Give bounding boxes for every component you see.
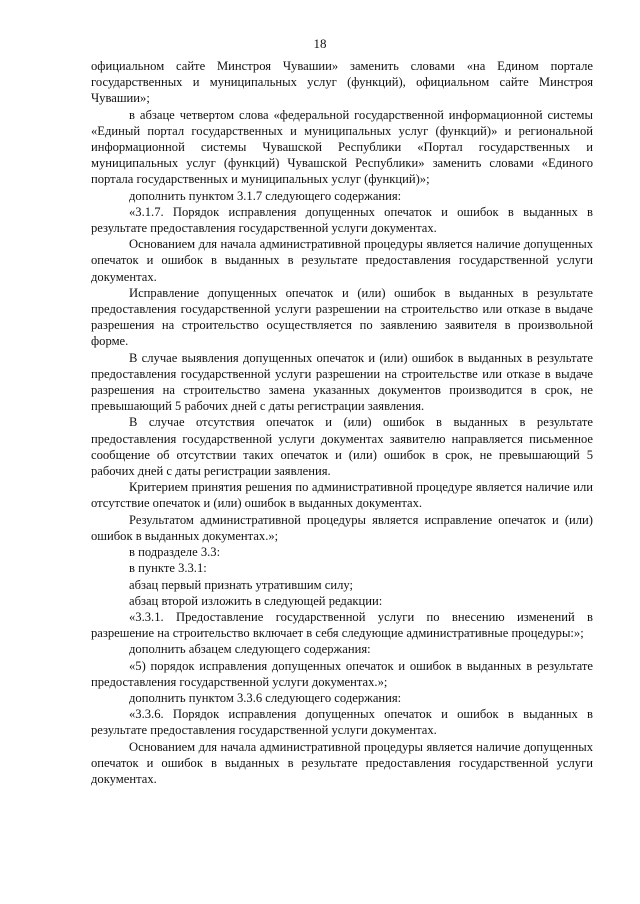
- paragraph: В случае отсутствия опечаток и (или) ошибок в выданных в результате предоставления государственной услуги документах заявителю направляется письменное сообщение об отсутствии таких опечаток и (или) ошибок в срок, не превышающий 5 рабочих дней с даты регистрации заявления.: [91, 415, 593, 479]
- paragraph: официальном сайте Минстроя Чувашии» заменить словами «на Едином портале государственных и муниципальных услуг (функций), официальном сайте Минстроя Чувашии»;: [91, 59, 593, 106]
- paragraph: Исправление допущенных опечаток и (или) ошибок в выданных в результате предоставления государственной услуги разрешении на строительство или отказе в выдаче разрешения на строительство осуществляется по заявлению заявителя в произвольной форме.: [91, 285, 593, 349]
- document-body: [91, 58, 593, 787]
- paragraph: «5) порядок исправления допущенных опечаток и ошибок в выданных в результате предоставления государственной услуги документах.»;: [91, 658, 593, 689]
- paragraph: в абзаце четвертом слова «федеральной государственной информационной системы «Единый портал государственных и муниципальных услуг (функций)» и региональной информационной системы Чувашской Республики «Портал государственных и муниципальных услуг (функций) Чувашской Республики» заменить словами «Единого портала государственных и муниципальных услуг (функций)»;: [91, 107, 593, 187]
- paragraph: Результатом административной процедуры является исправление опечаток и (или) ошибок в выданных документах.»;: [91, 512, 593, 543]
- page-number: 18: [313, 36, 327, 51]
- paragraph: В случае выявления допущенных опечаток и (или) ошибок в выданных в результате предоставления государственной услуги разрешении на строительстве или отказе в выдаче разрешения на строительство замена указанных документов производится в срок, не превышающий 5 рабочих дней с даты регистрации заявления.: [91, 350, 593, 414]
- paragraph: «3.3.6. Порядок исправления допущенных опечаток и ошибок в выданных в результате предоставления государственной услуги документах.: [91, 707, 593, 738]
- paragraph: «3.3.1. Предоставление государственной услуги по внесению изменений в разрешение на строительство включает в себя следующие административные процедуры:»;: [91, 609, 593, 641]
- paragraph: дополнить пунктом 3.3.6 следующего содержания:: [129, 690, 402, 705]
- paragraph: абзац второй изложить в следующей редакции:: [129, 593, 383, 608]
- paragraph: абзац первый признать утратившим силу;: [129, 577, 354, 592]
- paragraph: в пункте 3.3.1:: [129, 561, 207, 576]
- paragraph: Критерием принятия решения по административной процедуре является наличие или отсутствие опечаток и (или) ошибок в выданных документах.: [91, 480, 593, 511]
- paragraph: Основанием для начала административной процедуры является наличие допущенных опечаток и ошибок в выданных в результате предоставления государственной услуги документах.: [91, 237, 593, 284]
- paragraph: Основанием для начала административной процедуры является наличие допущенных опечаток и ошибок в выданных в результате предоставления государственной услуги документах.: [91, 739, 593, 786]
- paragraph: дополнить пунктом 3.1.7 следующего содержания:: [129, 188, 402, 203]
- paragraph: «3.1.7. Порядок исправления допущенных опечаток и ошибок в выданных в результате предоставления государственной услуги документах.: [91, 204, 593, 236]
- paragraph: дополнить абзацем следующего содержания:: [129, 642, 371, 657]
- paragraph: в подразделе 3.3:: [129, 545, 221, 560]
